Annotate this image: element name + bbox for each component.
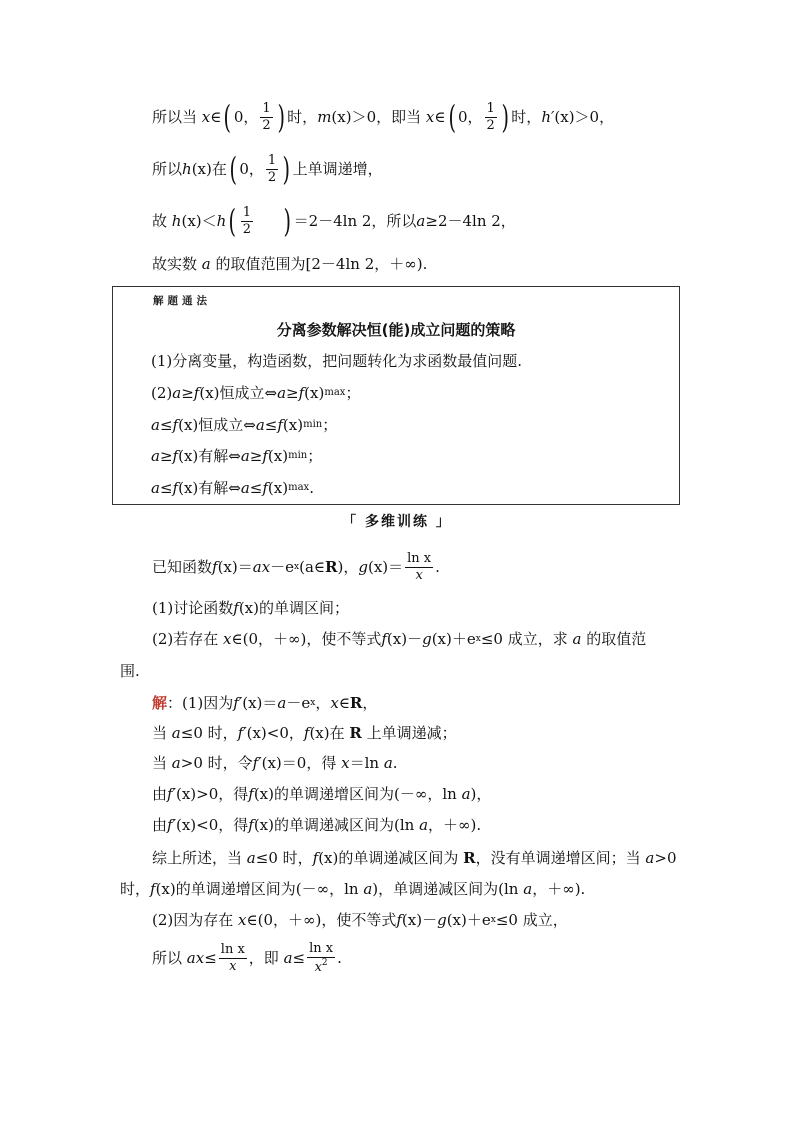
solution-line: (2)因为存在 x ∈(0，＋∞)，使不等式 f (x)－ g (x)＋e x ≤0 成立， bbox=[152, 910, 568, 929]
solution-line: 当 a ≤0 时， f′ (x)<0， f (x)在 R 上单调递减； bbox=[152, 723, 457, 742]
solution-label: 解 bbox=[152, 693, 168, 712]
solution-line: 解 ：(1)因为 f′ (x)＝ a －e x ， x ∈ R ， bbox=[152, 693, 378, 712]
fraction: $\frac{\text{ln x}}{x^2}$ bbox=[309, 940, 334, 975]
text-line: 故实数 a 的取值范围为[2－4ln 2，＋∞). bbox=[152, 254, 428, 273]
box-title: 分离参数解决恒(能)成立问题的策略 bbox=[276, 321, 516, 339]
section-heading: 「 多维训练 」 bbox=[342, 514, 452, 530]
fraction: $\frac{\text{ln x}}{x}$ bbox=[220, 941, 245, 974]
fraction: $\frac{\text{ln x}}{x}$ bbox=[407, 550, 432, 583]
solution-line: 综上所述，当 a ≤0 时， f (x)的单调递减区间为 R ，没有单调递增区间；当 a >0 bbox=[152, 848, 677, 867]
problem-line: (1)讨论函数 f (x)的单调区间； bbox=[152, 598, 349, 617]
solution-line: 所以 ax ≤ $\frac{\text{ln x}}{x}$ ，即 a ≤ $\frac{\text{ln x}}{x^2}$ . bbox=[152, 940, 342, 975]
method-box bbox=[112, 286, 680, 505]
solution-line: 当 a >0 时，令 f′ (x)＝0，得 x ＝ln a . bbox=[152, 753, 398, 772]
text-line: 所以当 x ∈ ( 0， $\frac{1}{2}$ ) 时， m (x)＞0，即当 x ∈ ( 0， $\frac{1}{2}$ ) 时， h′ (x)＞0， bbox=[152, 98, 615, 136]
problem-line: 已知函数 f (x)＝ ax －e x (a∈ R )， g (x)＝ $\frac{\text{ln x}}{x}$ . bbox=[152, 550, 440, 583]
fraction: $\frac{1}{2}$ bbox=[486, 100, 495, 133]
solution-line: 时， f (x)的单调递增区间为(－∞，ln a )，单调递减区间为(ln a ，＋∞). bbox=[120, 879, 586, 898]
solution-line: 由 f′ (x)>0，得 f (x)的单调递增区间为(－∞，ln a )， bbox=[152, 784, 492, 803]
text-line: 故 h (x)＜ h ( $\frac{1}{2}$ ) ＝2－4ln 2，所以 a ≥2－4ln 2， bbox=[152, 202, 516, 240]
box-row: a ≥ f (x)有解⇔ a ≥ f (x) min ； bbox=[151, 446, 323, 465]
fraction: $\frac{1}{2}$ bbox=[242, 204, 252, 237]
box-tag: 解题通法 bbox=[153, 295, 211, 307]
problem-line: (2)若存在 x ∈(0，＋∞)，使不等式 f (x)－ g (x)＋e x ≤0 成立，求 a 的取值范 bbox=[152, 629, 647, 648]
box-row: (1)分离变量，构造函数，把问题转化为求函数最值问题. bbox=[151, 351, 523, 370]
fraction: $\frac{1}{2}$ bbox=[267, 152, 277, 185]
box-row: (2) a ≥ f (x)恒成立⇔ a ≥ f (x) max ； bbox=[151, 383, 361, 402]
text-line: 所以 h (x)在 ( 0， $\frac{1}{2}$ ) 上单调递增， bbox=[152, 150, 383, 188]
box-row: a ≤ f (x)恒成立⇔ a ≤ f (x) min ； bbox=[151, 415, 338, 434]
box-row: a ≤ f (x)有解⇔ a ≤ f (x) max . bbox=[151, 478, 314, 497]
problem-line: 围. bbox=[120, 661, 140, 680]
fraction: $\frac{1}{2}$ bbox=[262, 100, 271, 133]
solution-line: 由 f′ (x)<0，得 f (x)的单调递减区间为(ln a ，＋∞). bbox=[152, 815, 482, 834]
